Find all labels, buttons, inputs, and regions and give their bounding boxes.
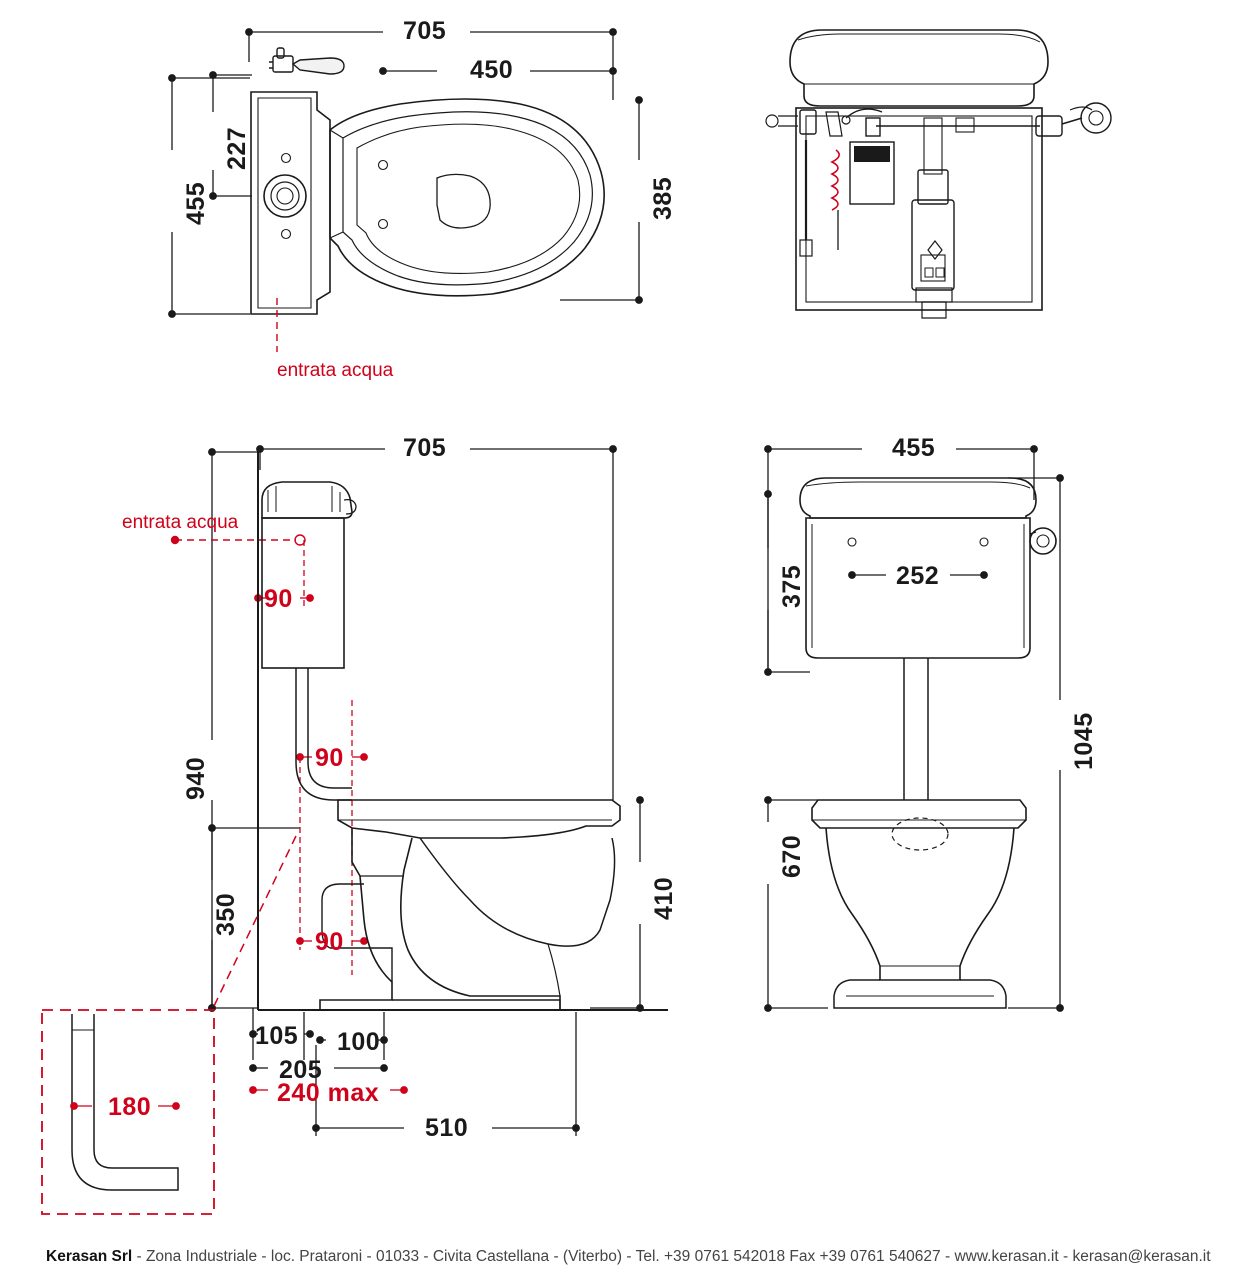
dim-side-940: 940 bbox=[182, 756, 210, 800]
top-view-cistern-outline bbox=[251, 92, 330, 314]
top-view-pan-outline bbox=[330, 99, 604, 296]
dim-front-375: 375 bbox=[778, 564, 806, 608]
side-view-water-inlet-leader bbox=[175, 535, 305, 545]
side-view-pan-outline bbox=[320, 800, 620, 1010]
dim-front-252: 252 bbox=[896, 562, 940, 590]
dim-side-705: 705 bbox=[403, 434, 447, 462]
front-view-flush-pipe bbox=[904, 658, 928, 800]
dim-top-450: 450 bbox=[470, 56, 514, 84]
dim-side-105: 105 bbox=[255, 1022, 299, 1050]
dim-detail-180: 180 bbox=[108, 1093, 152, 1121]
dim-side-410: 410 bbox=[650, 876, 678, 920]
annotation-water-inlet-side: entrata acqua bbox=[122, 512, 239, 533]
top-view-flush-lever-icon bbox=[269, 48, 344, 74]
dim-side-100: 100 bbox=[337, 1028, 381, 1056]
dimension-lines-side-view-red bbox=[253, 538, 404, 1090]
footer-company-details: - Zona Industriale - loc. Prataroni - 01033 - Civita Castellana - (Viterbo) - Tel. +39 0761 542018 Fax +39 0761 540627 - www.kerasan.it - kerasan@kerasan.it bbox=[136, 1248, 1211, 1265]
dim-top-705: 705 bbox=[403, 17, 447, 45]
dim-side-205: 205 bbox=[279, 1056, 323, 1084]
dim-side-90-mid: 90 bbox=[315, 744, 344, 772]
dim-side-90-low: 90 bbox=[315, 928, 344, 956]
dim-front-670: 670 bbox=[778, 834, 806, 878]
annotation-water-inlet-top: entrata acqua bbox=[277, 360, 394, 381]
dim-side-510: 510 bbox=[425, 1114, 469, 1142]
side-view-wall-and-floor bbox=[258, 452, 668, 1010]
front-view-pan bbox=[812, 800, 1026, 1008]
footer-company-line bbox=[46, 1248, 1211, 1266]
dim-side-350: 350 bbox=[212, 892, 240, 936]
dim-front-455: 455 bbox=[892, 434, 936, 462]
dim-top-227: 227 bbox=[223, 126, 251, 170]
dim-front-1045: 1045 bbox=[1070, 712, 1098, 770]
dimension-lines-top-view bbox=[172, 32, 639, 314]
dim-side-240max: 240 max bbox=[277, 1079, 380, 1107]
side-view-cistern bbox=[262, 482, 356, 668]
dim-top-385: 385 bbox=[649, 176, 677, 220]
cistern-internal-mechanism bbox=[766, 103, 1111, 318]
footer-company-name: Kerasan Srl bbox=[46, 1248, 133, 1265]
dim-top-455: 455 bbox=[182, 181, 210, 225]
dim-side-90-top: 90 bbox=[264, 585, 293, 613]
